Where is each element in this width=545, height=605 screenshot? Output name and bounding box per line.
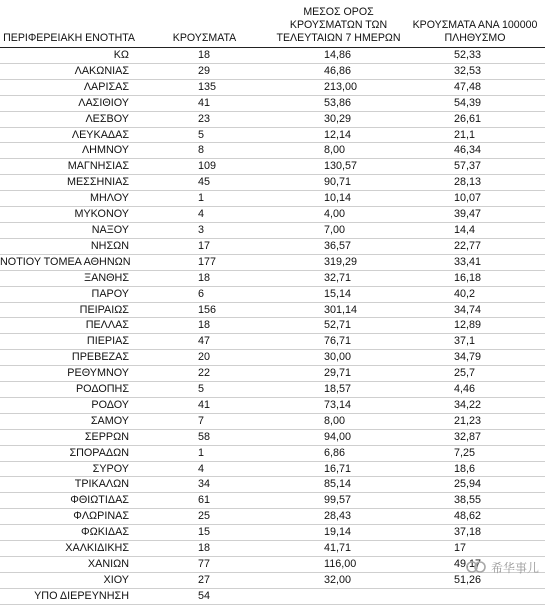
- avg-7-days-value: 19,14: [272, 525, 405, 541]
- cases-value: 22: [137, 366, 272, 382]
- cases-value: 58: [137, 429, 272, 445]
- cases-value: 177: [137, 254, 272, 270]
- cases-value: 23: [137, 111, 272, 127]
- region-name: ΣΠΟΡΑΔΩΝ: [0, 445, 137, 461]
- region-name: ΠΑΡΟΥ: [0, 286, 137, 302]
- avg-7-days-value: 301,14: [272, 302, 405, 318]
- table-row: [0, 318, 545, 334]
- table-row: [0, 286, 545, 302]
- region-name: ΜΗΛΟΥ: [0, 191, 137, 207]
- region-name: ΛΑΣΙΘΙΟΥ: [0, 95, 137, 111]
- table-row: [0, 572, 545, 588]
- region-name: ΧΙΟΥ: [0, 572, 137, 588]
- wechat-channel-icon: [465, 558, 487, 576]
- table-row: [0, 588, 545, 604]
- table-row: [0, 63, 545, 79]
- avg-7-days-value: 116,00: [272, 557, 405, 573]
- table-row: [0, 366, 545, 382]
- cases-value: 18: [137, 48, 272, 64]
- avg-7-days-value: 14,86: [272, 48, 405, 64]
- region-name: ΡΟΔΟΥ: [0, 397, 137, 413]
- table-row: [0, 191, 545, 207]
- cases-per-100k-value: 34,22: [405, 397, 545, 413]
- region-name: ΝΟΤΙΟΥ ΤΟΜΕΑ ΑΘΗΝΩΝ: [0, 254, 137, 270]
- avg-7-days-value: 28,43: [272, 509, 405, 525]
- cases-per-100k-value: 38,55: [405, 493, 545, 509]
- cases-per-100k-value: 54,39: [405, 95, 545, 111]
- cases-per-100k-value: 32,87: [405, 429, 545, 445]
- table-row: [0, 461, 545, 477]
- avg-7-days-value: 90,71: [272, 175, 405, 191]
- table-row: [0, 222, 545, 238]
- table-row: [0, 175, 545, 191]
- region-name: ΝΗΣΩΝ: [0, 238, 137, 254]
- cases-value: 41: [137, 95, 272, 111]
- cases-value: 18: [137, 541, 272, 557]
- cases-per-100k-value: 34,79: [405, 350, 545, 366]
- cases-per-100k-value: 16,18: [405, 270, 545, 286]
- region-name: ΦΛΩΡΙΝΑΣ: [0, 509, 137, 525]
- avg-7-days-value: 30,29: [272, 111, 405, 127]
- region-name: ΛΑΚΩΝΙΑΣ: [0, 63, 137, 79]
- cases-per-100k-value: 48,62: [405, 509, 545, 525]
- cases-per-100k-value: 17: [405, 541, 545, 557]
- region-name: ΜΥΚΟΝΟΥ: [0, 207, 137, 223]
- cases-per-100k-value: 51,26: [405, 572, 545, 588]
- cases-per-100k-value: 7,25: [405, 445, 545, 461]
- region-name: ΣΑΜΟΥ: [0, 413, 137, 429]
- region-name: ΠΕΛΛΑΣ: [0, 318, 137, 334]
- cases-per-100k-value: 22,77: [405, 238, 545, 254]
- cases-per-100k-value: [405, 588, 545, 604]
- cases-value: 47: [137, 334, 272, 350]
- avg-7-days-value: 73,14: [272, 397, 405, 413]
- table-row: [0, 79, 545, 95]
- region-name: ΦΩΚΙΔΑΣ: [0, 525, 137, 541]
- table-row: [0, 477, 545, 493]
- region-name: ΦΘΙΩΤΙΔΑΣ: [0, 493, 137, 509]
- cases-value: 5: [137, 127, 272, 143]
- region-name: ΜΑΓΝΗΣΙΑΣ: [0, 159, 137, 175]
- region-name: ΠΕΙΡΑΙΩΣ: [0, 302, 137, 318]
- table-header-row: [0, 6, 545, 48]
- table-row: [0, 413, 545, 429]
- header-cases: ΚΡΟΥΣΜΑΤΑ: [137, 6, 272, 48]
- table-row: [0, 48, 545, 64]
- cases-value: 34: [137, 477, 272, 493]
- avg-7-days-value: 319,29: [272, 254, 405, 270]
- table-row: [0, 429, 545, 445]
- avg-7-days-value: 99,57: [272, 493, 405, 509]
- avg-7-days-value: 76,71: [272, 334, 405, 350]
- cases-per-100k-value: 4,46: [405, 382, 545, 398]
- cases-value: 15: [137, 525, 272, 541]
- cases-per-100k-value: 12,89: [405, 318, 545, 334]
- cases-per-100k-value: 52,33: [405, 48, 545, 64]
- region-name: ΧΑΛΚΙΔΙΚΗΣ: [0, 541, 137, 557]
- cases-value: 4: [137, 207, 272, 223]
- avg-7-days-value: 32,00: [272, 572, 405, 588]
- cases-value: 61: [137, 493, 272, 509]
- avg-7-days-value: 4,00: [272, 207, 405, 223]
- avg-7-days-value: 36,57: [272, 238, 405, 254]
- region-name: ΡΕΘΥΜΝΟΥ: [0, 366, 137, 382]
- cases-value: 45: [137, 175, 272, 191]
- table-row: [0, 127, 545, 143]
- cases-per-100k-value: 28,13: [405, 175, 545, 191]
- avg-7-days-value: [272, 588, 405, 604]
- table-row: [0, 159, 545, 175]
- cases-per-100k-value: 25,7: [405, 366, 545, 382]
- cases-per-100k-value: 14,4: [405, 222, 545, 238]
- avg-7-days-value: 41,71: [272, 541, 405, 557]
- table-row: [0, 302, 545, 318]
- region-name: ΜΕΣΣΗΝΙΑΣ: [0, 175, 137, 191]
- region-name: ΡΟΔΟΠΗΣ: [0, 382, 137, 398]
- table-row: [0, 111, 545, 127]
- watermark: [465, 558, 539, 576]
- cases-value: 25: [137, 509, 272, 525]
- cases-value: 41: [137, 397, 272, 413]
- cases-per-100k-value: 46,34: [405, 143, 545, 159]
- cases-per-100k-value: 39,47: [405, 207, 545, 223]
- avg-7-days-value: 32,71: [272, 270, 405, 286]
- avg-7-days-value: 18,57: [272, 382, 405, 398]
- table-row: [0, 143, 545, 159]
- header-region: ΠΕΡΙΦΕΡΕΙΑΚΗ ΕΝΟΤΗΤΑ: [0, 6, 137, 48]
- table-row: [0, 207, 545, 223]
- cases-value: 6: [137, 286, 272, 302]
- region-name: ΧΑΝΙΩΝ: [0, 557, 137, 573]
- cases-per-100k-value: 32,53: [405, 63, 545, 79]
- cases-value: 1: [137, 191, 272, 207]
- table-row: [0, 525, 545, 541]
- cases-per-100k-value: 34,74: [405, 302, 545, 318]
- table-row: [0, 445, 545, 461]
- cases-value: 18: [137, 318, 272, 334]
- region-name: ΛΕΣΒΟΥ: [0, 111, 137, 127]
- cases-value: 135: [137, 79, 272, 95]
- region-name: ΠΡΕΒΕΖΑΣ: [0, 350, 137, 366]
- cases-per-100k-value: 40,2: [405, 286, 545, 302]
- avg-7-days-value: 94,00: [272, 429, 405, 445]
- table-row: [0, 95, 545, 111]
- table-row: [0, 509, 545, 525]
- avg-7-days-value: 6,86: [272, 445, 405, 461]
- avg-7-days-value: 46,86: [272, 63, 405, 79]
- table-row: [0, 270, 545, 286]
- avg-7-days-value: 52,71: [272, 318, 405, 334]
- cases-value: 4: [137, 461, 272, 477]
- table-row: [0, 238, 545, 254]
- table-row: [0, 350, 545, 366]
- region-name: ΛΗΜΝΟΥ: [0, 143, 137, 159]
- cases-per-100k-value: 18,6: [405, 461, 545, 477]
- table-row: [0, 541, 545, 557]
- region-name: ΛΕΥΚΑΔΑΣ: [0, 127, 137, 143]
- table-row: [0, 557, 545, 573]
- table-row: [0, 397, 545, 413]
- cases-per-100k-value: 47,48: [405, 79, 545, 95]
- cases-value: 5: [137, 382, 272, 398]
- cases-value: 27: [137, 572, 272, 588]
- avg-7-days-value: 8,00: [272, 413, 405, 429]
- header-avg-7-days: ΜΕΣΟΣ ΟΡΟΣ ΚΡΟΥΣΜΑΤΩΝ ΤΩΝ ΤΕΛΕΥΤΑΙΩΝ 7 ΗΜΕΡΩΝ: [272, 6, 405, 48]
- cases-value: 109: [137, 159, 272, 175]
- header-cases-per-100k: ΚΡΟΥΣΜΑΤΑ ΑΝΑ 100000 ΠΛΗΘΥΣΜΟ: [405, 6, 545, 48]
- cases-value: 54: [137, 588, 272, 604]
- cases-value: 1: [137, 445, 272, 461]
- cases-per-100k-value: 21,23: [405, 413, 545, 429]
- cases-per-100k-value: 26,61: [405, 111, 545, 127]
- avg-7-days-value: 53,86: [272, 95, 405, 111]
- cases-value: 156: [137, 302, 272, 318]
- cases-per-100k-value: 49,17: [405, 557, 545, 573]
- avg-7-days-value: 7,00: [272, 222, 405, 238]
- cases-value: 8: [137, 143, 272, 159]
- avg-7-days-value: 29,71: [272, 366, 405, 382]
- cases-per-100k-value: 37,18: [405, 525, 545, 541]
- table-row: [0, 254, 545, 270]
- cases-table: [0, 6, 545, 605]
- avg-7-days-value: 10,14: [272, 191, 405, 207]
- region-name: ΚΩ: [0, 48, 137, 64]
- region-name: ΤΡΙΚΑΛΩΝ: [0, 477, 137, 493]
- region-name: ΞΑΝΘΗΣ: [0, 270, 137, 286]
- cases-per-100k-value: 21,1: [405, 127, 545, 143]
- region-name: ΠΙΕΡΙΑΣ: [0, 334, 137, 350]
- cases-value: 20: [137, 350, 272, 366]
- region-name: ΣΥΡΟΥ: [0, 461, 137, 477]
- avg-7-days-value: 16,71: [272, 461, 405, 477]
- region-name: ΣΕΡΡΩΝ: [0, 429, 137, 445]
- avg-7-days-value: 85,14: [272, 477, 405, 493]
- cases-value: 29: [137, 63, 272, 79]
- cases-per-100k-value: 10,07: [405, 191, 545, 207]
- avg-7-days-value: 213,00: [272, 79, 405, 95]
- cases-value: 18: [137, 270, 272, 286]
- table-row: [0, 493, 545, 509]
- region-name: ΝΑΞΟΥ: [0, 222, 137, 238]
- avg-7-days-value: 30,00: [272, 350, 405, 366]
- watermark-text: 希华事儿: [490, 560, 539, 575]
- table-row: [0, 382, 545, 398]
- avg-7-days-value: 130,57: [272, 159, 405, 175]
- avg-7-days-value: 8,00: [272, 143, 405, 159]
- cases-value: 77: [137, 557, 272, 573]
- cases-value: 7: [137, 413, 272, 429]
- cases-per-100k-value: 25,94: [405, 477, 545, 493]
- cases-per-100k-value: 37,1: [405, 334, 545, 350]
- region-name: ΛΑΡΙΣΑΣ: [0, 79, 137, 95]
- avg-7-days-value: 15,14: [272, 286, 405, 302]
- region-name: ΥΠΟ ΔΙΕΡΕΥΝΗΣΗ: [0, 588, 137, 604]
- cases-per-100k-value: 33,41: [405, 254, 545, 270]
- cases-value: 3: [137, 222, 272, 238]
- table-row: [0, 334, 545, 350]
- cases-value: 17: [137, 238, 272, 254]
- cases-per-100k-value: 57,37: [405, 159, 545, 175]
- table-body: [0, 48, 545, 605]
- avg-7-days-value: 12,14: [272, 127, 405, 143]
